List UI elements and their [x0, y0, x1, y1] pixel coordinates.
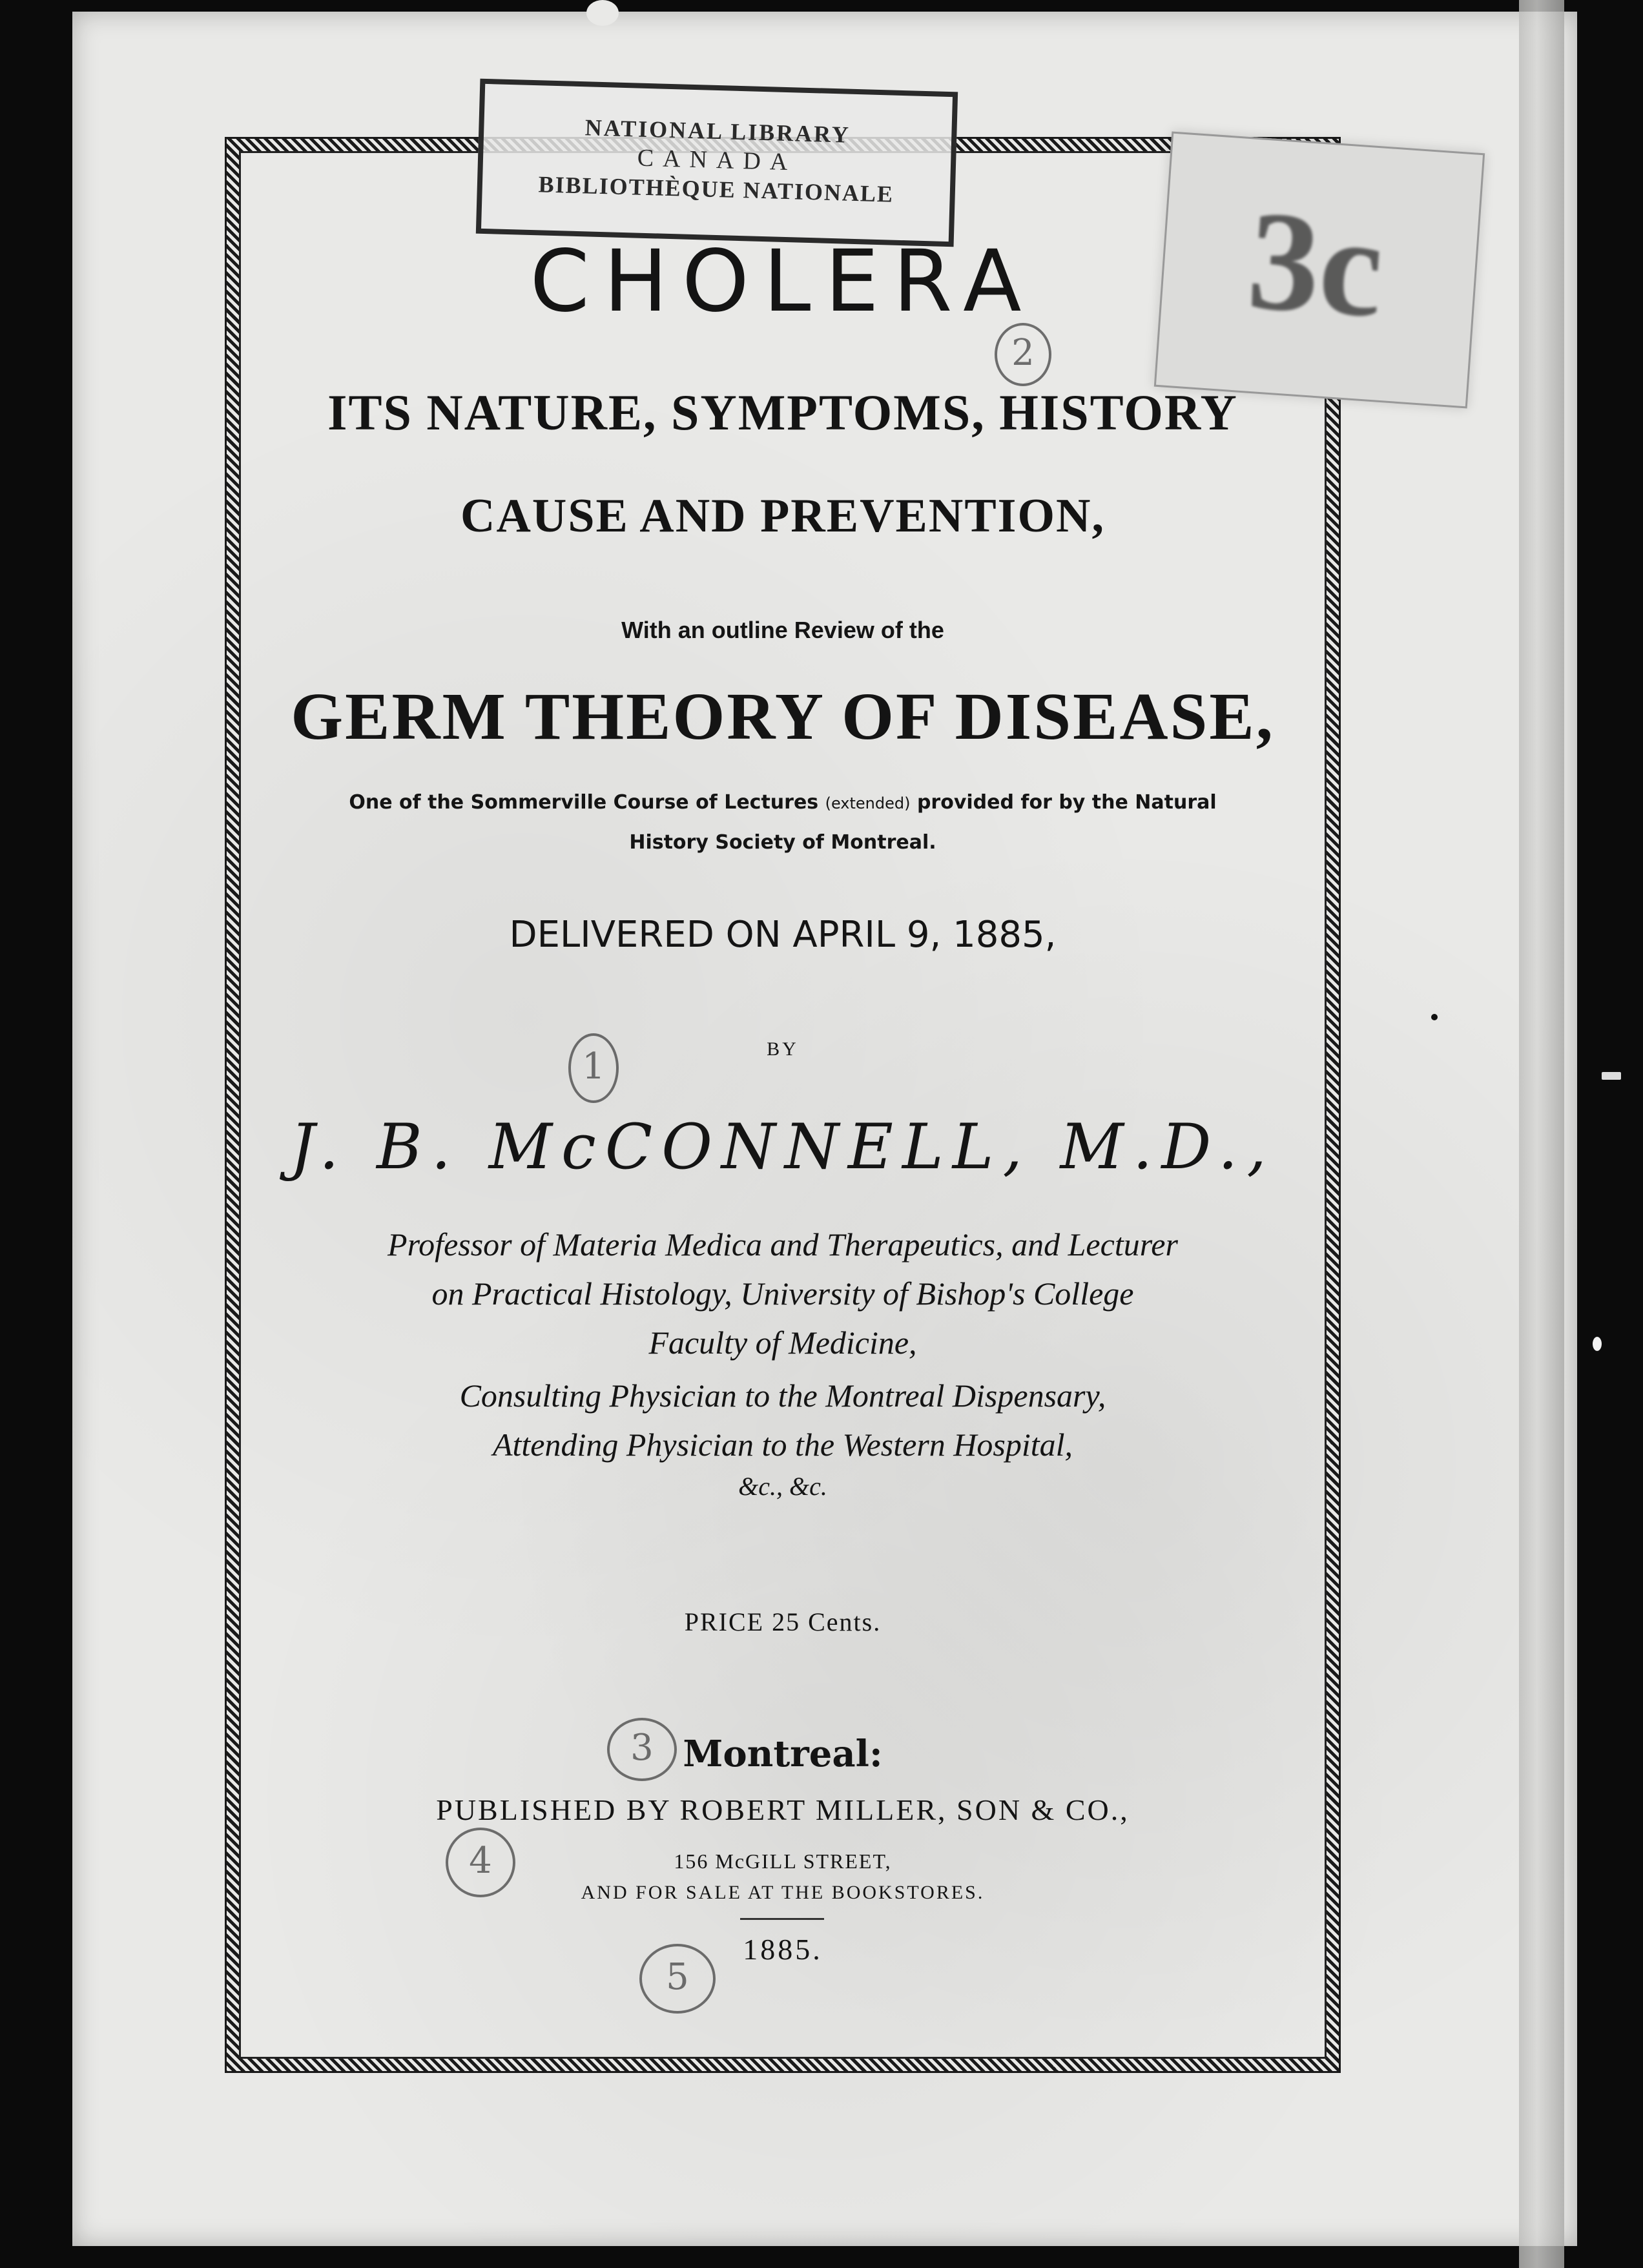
bookstores-line: AND FOR SALE AT THE BOOKSTORES.	[581, 1882, 985, 1903]
lecture-description-line-1	[225, 793, 1341, 812]
lecture-description-line-2: History Society of Montreal.	[629, 831, 936, 854]
germ-theory-title: GERM THEORY OF DISEASE,	[291, 679, 1275, 754]
stamp-line-3: BIBLIOTHÈQUE NATIONALE	[538, 171, 894, 207]
lecture-text-a: One of the Sommerville Course of Lectures	[349, 791, 819, 814]
library-stamp	[476, 79, 958, 247]
title: CHOLERA	[530, 232, 1036, 331]
outline-review-line: With an outline Review of the	[621, 617, 944, 643]
publication-year: 1885.	[743, 1933, 823, 1966]
credential-line-3: Faculty of Medicine,	[648, 1325, 917, 1361]
price-line: PRICE 25 Cents.	[684, 1607, 882, 1636]
handwritten-mark-2: 1	[568, 1033, 619, 1103]
by-line: BY	[767, 1038, 799, 1060]
scan-speck	[1593, 1337, 1602, 1351]
subtitle-line-1: ITS NATURE, SYMPTOMS, HISTORY	[327, 384, 1238, 440]
divider-rule	[740, 1918, 824, 1920]
scan-speck	[1602, 1072, 1621, 1080]
author-name: J. B. McCONNELL, M.D.,	[290, 1111, 1276, 1183]
subtitle-line-2: CAUSE AND PREVENTION,	[460, 490, 1105, 542]
handwritten-mark-1: 2	[995, 323, 1051, 386]
lecture-text-extended: (extended)	[825, 794, 911, 812]
handwritten-mark-3: 3	[607, 1718, 677, 1781]
credential-line-6: &c., &c.	[738, 1472, 827, 1501]
publication-place: Montreal:	[683, 1733, 883, 1775]
handwritten-mark-4: 4	[446, 1828, 515, 1897]
lecture-text-c: provided for by the Natural	[916, 791, 1217, 814]
publisher-line: PUBLISHED BY ROBERT MILLER, SON & CO.,	[436, 1793, 1130, 1826]
credential-line-4: Consulting Physician to the Montreal Dispensary,	[459, 1377, 1106, 1414]
price-label-mark: 3c	[1243, 180, 1389, 347]
binding-strip	[1519, 0, 1564, 2268]
scan-speck	[586, 0, 619, 26]
delivery-date: DELIVERED ON APRIL 9, 1885,	[509, 914, 1057, 956]
credential-line-5: Attending Physician to the Western Hospital,	[492, 1427, 1073, 1463]
stamp-line-2: CANADA	[637, 144, 797, 176]
publisher-address: 156 McGILL STREET,	[674, 1850, 892, 1873]
stamp-line-1: NATIONAL LIBRARY	[584, 114, 851, 148]
handwritten-mark-5: 5	[639, 1944, 716, 2014]
credential-line-1: Professor of Materia Medica and Therapeutics, and Lecturer	[388, 1226, 1178, 1263]
credential-line-2: on Practical Histology, University of Bishop's College	[431, 1275, 1134, 1312]
scan-speck	[1431, 1014, 1438, 1020]
